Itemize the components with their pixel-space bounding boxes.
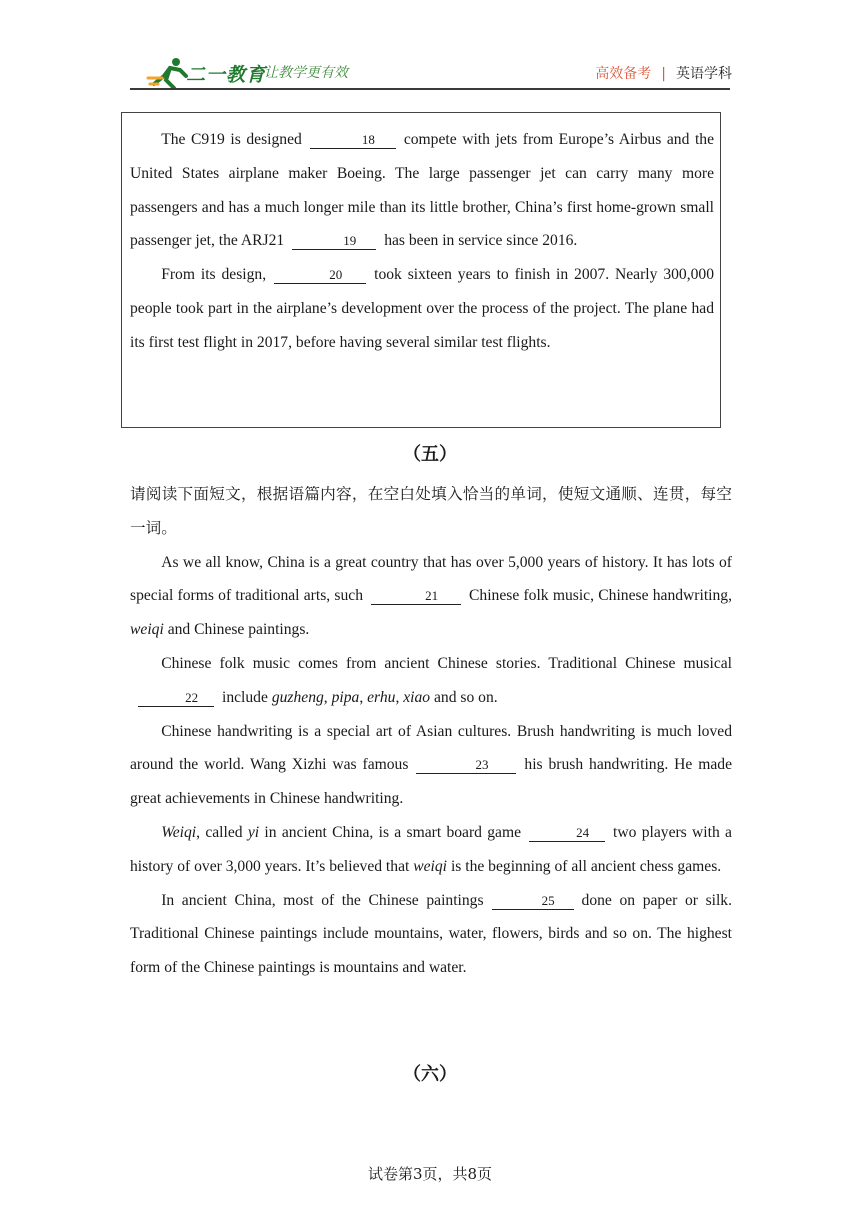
paragraph xyxy=(130,715,732,816)
text-run: and Chinese paintings. xyxy=(167,621,310,639)
section-5-body xyxy=(130,478,732,985)
blank-21: 21 xyxy=(371,588,461,605)
section-title-5: （五） xyxy=(403,444,457,465)
blank-20: 20 xyxy=(274,267,366,284)
text-run: Chinese handwriting is a special art of Asian cultures. Brush handwriting is much loved around the world. Wang Xizhi was famous xyxy=(130,722,732,774)
instruction: 请阅读下面短文，根据语篇内容，在空白处填入恰当的单词，使短文通顺、连贯，每空一词。 xyxy=(130,485,732,537)
italic-term: pipa xyxy=(331,688,360,706)
section-title-6: （六） xyxy=(403,1064,457,1085)
page-header xyxy=(0,0,860,112)
paragraph: Chinese folk music comes from ancient Chinese stories. Traditional Chinese musical22 include guzheng, pipa, erhu, xiao and so on. xyxy=(130,647,732,715)
text-run: took sixteen years to finish in 2007. Nearly 300,000 people took part in the airplane’s development over the process of the project. The plane had its first test flight in 2017, before having several similar test flights. xyxy=(130,266,714,351)
text-run: in ancient China, is a smart board game xyxy=(264,823,522,841)
text-run: done on paper or silk. Traditional Chinese paintings include mountains, water, flowers, birds and so on. The highest form of the Chinese paintings is mountains and water. xyxy=(130,891,732,977)
text-run: his brush handwriting. He made great achievements in Chinese handwriting. xyxy=(130,756,732,808)
text-run: Chinese folk music, Chinese handwriting, xyxy=(469,587,732,605)
blank-25: 25 xyxy=(492,893,574,910)
italic-term: Weiqi xyxy=(161,823,197,841)
blank-18: 18 xyxy=(310,132,396,149)
header-right xyxy=(595,63,732,83)
text-run: In ancient China, most of the Chinese paintings xyxy=(161,891,484,909)
text-run: , called xyxy=(196,823,243,841)
blank-23: 23 xyxy=(416,757,516,774)
italic-term: xiao xyxy=(403,688,431,706)
blank-24: 24 xyxy=(529,825,605,842)
text-run: and so on. xyxy=(434,688,498,706)
logo-text: 二一教育 xyxy=(186,64,267,86)
paragraph xyxy=(130,123,714,258)
text-run: two players with a history of over 3,000 years. It’s believed that xyxy=(130,823,732,875)
blank-19: 19 xyxy=(292,233,376,250)
text-run: compete with jets from Europe’s Airbus and the United States airplane maker Boeing. The large passenger jet can carry many more passengers and has a much longer mile than its little brother, China’s first home-grown small passenger jet, the ARJ21 xyxy=(130,131,714,250)
text-run: From its design, xyxy=(161,266,267,284)
text-run: is the beginning of all ancient chess games. xyxy=(450,857,722,875)
header-rule xyxy=(130,88,730,90)
italic-term: yi xyxy=(247,823,260,841)
paragraph xyxy=(130,884,732,985)
italic-term: weiqi xyxy=(413,857,448,875)
italic-term: erhu xyxy=(367,688,396,706)
slogan: 让教学更有效 xyxy=(264,65,348,81)
text-run: has been in service since 2016. xyxy=(384,232,578,250)
paragraph xyxy=(130,816,732,884)
paragraph xyxy=(130,546,732,647)
italic-term: weiqi xyxy=(130,621,164,639)
italic-term: guzheng xyxy=(271,688,324,706)
text-run: As we all know, China is a great country that has over 5,000 years of history. It has lots of special forms of traditional arts, such xyxy=(130,553,732,605)
subject-label: 英语学科 xyxy=(676,66,732,82)
page-footer: 试卷第3页，共8页 xyxy=(367,1165,493,1183)
blank-22: 22 xyxy=(138,690,214,707)
text-run: Chinese folk music comes from ancient Chinese stories. Traditional Chinese musical xyxy=(161,654,732,672)
header-separator: | xyxy=(661,66,666,82)
text-run: include xyxy=(222,688,268,706)
exam-label: 高效备考 xyxy=(595,66,652,82)
passage-box xyxy=(121,112,721,428)
paragraph xyxy=(130,258,714,359)
text-run: The C919 is designed xyxy=(161,131,302,148)
